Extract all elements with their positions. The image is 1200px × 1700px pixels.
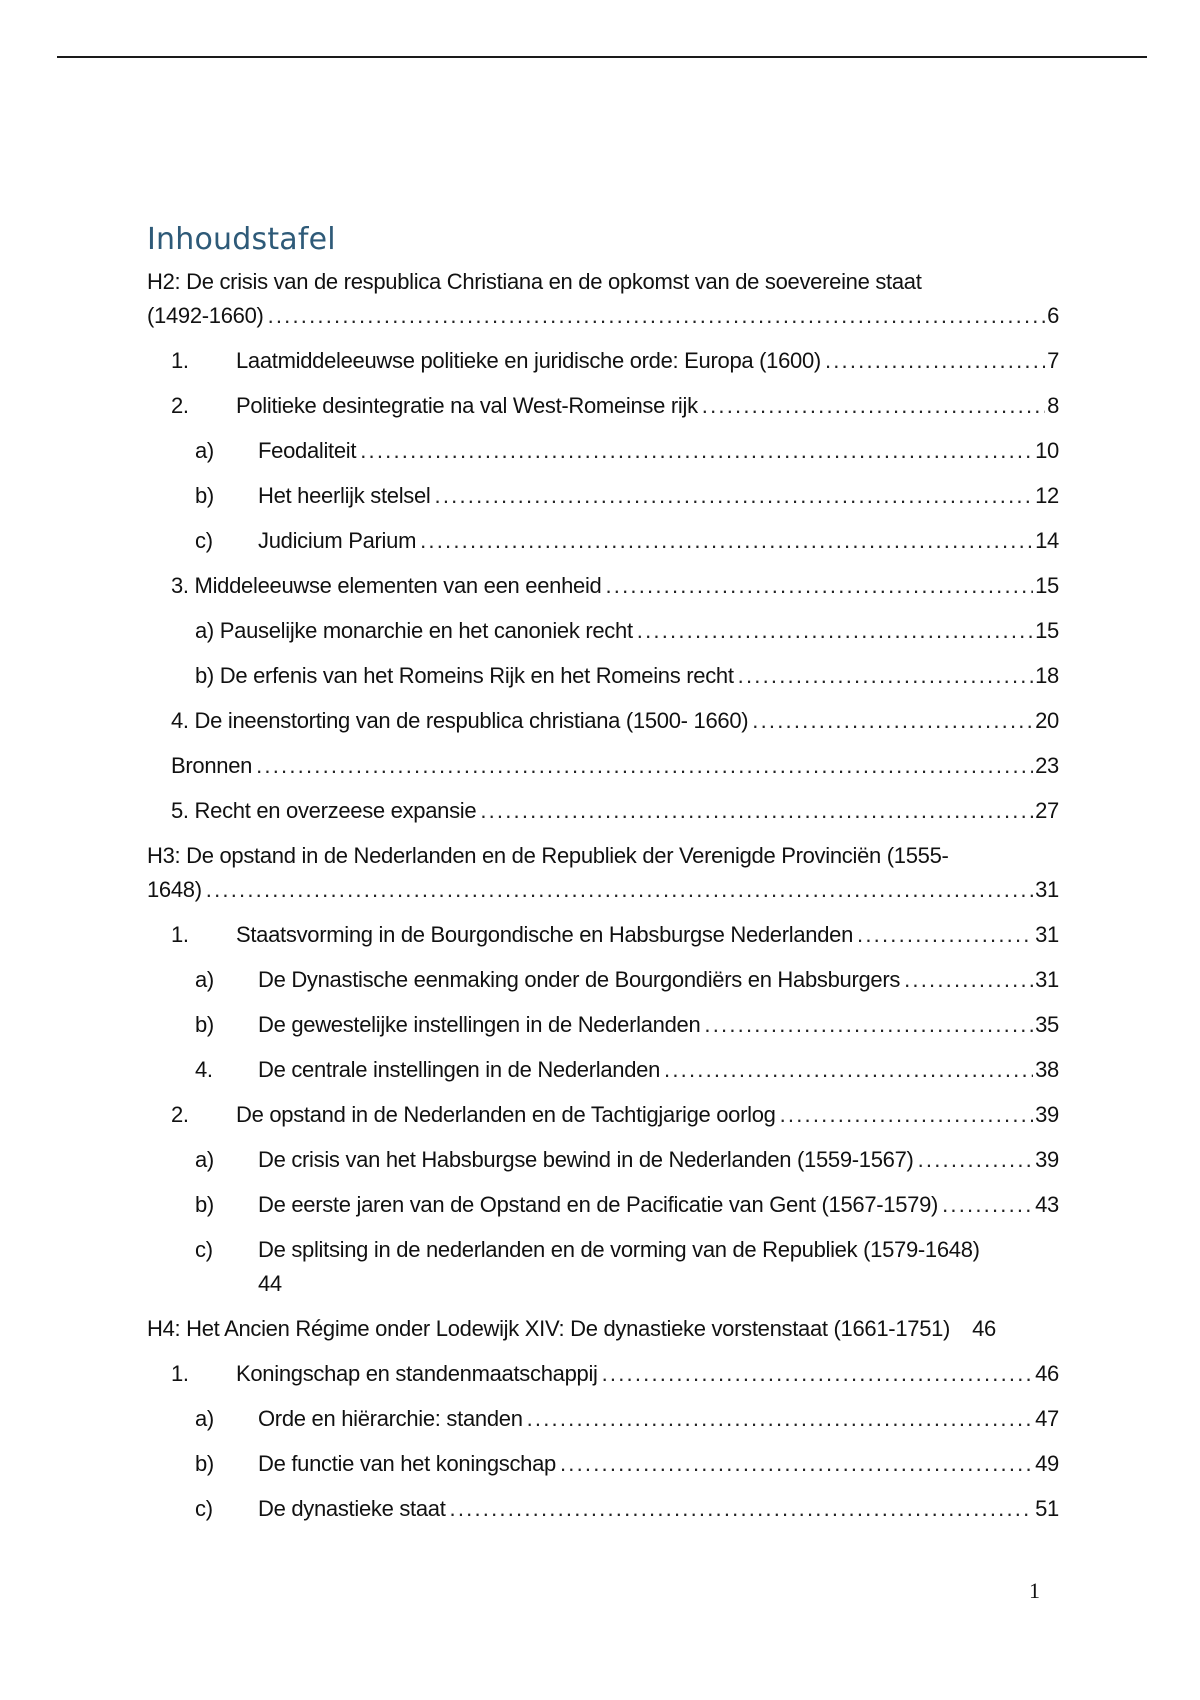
toc-entry-text: De crisis van het Habsburgse bewind in de Nederlanden (1559-1567) (258, 1147, 914, 1172)
dot-leader (480, 794, 1033, 828)
toc-entry[interactable] (147, 659, 1059, 693)
toc-entry[interactable] (147, 1233, 1059, 1301)
toc-entry-h4[interactable] (147, 1312, 1059, 1346)
toc-entry[interactable] (147, 479, 1059, 513)
toc-entry-text: H3: De opstand in de Nederlanden en de Republiek der Verenigde Provinciën (1555- (147, 843, 949, 868)
toc-entry[interactable] (147, 704, 1059, 738)
toc-entry-text: H4: Het Ancien Régime onder Lodewijk XIV: De dynastieke vorstenstaat (1661-1751) (147, 1316, 951, 1341)
toc-entry-number: 4. (195, 1057, 213, 1082)
toc-entry-number: b) (195, 1012, 214, 1037)
toc-entry-page: 23 (1035, 753, 1059, 778)
toc-entry-page: 31 (1035, 877, 1059, 902)
toc-entry-page: 38 (1035, 1057, 1059, 1082)
dot-leader (738, 659, 1033, 693)
toc-entry[interactable] (147, 749, 1059, 783)
toc-entry-page: 46 (972, 1316, 996, 1341)
toc-entry-number: a) (195, 438, 214, 463)
toc-entry-text: De opstand in de Nederlanden en de Tachtigjarige oorlog (236, 1102, 776, 1127)
toc-entry-page: 20 (1035, 708, 1059, 733)
dot-leader (450, 1492, 1034, 1526)
toc-entry-page: 14 (1035, 528, 1059, 553)
toc-entry-text: 3. Middeleeuwse elementen van een eenheid (171, 573, 602, 598)
toc-entry[interactable] (147, 524, 1059, 558)
toc-entry-text: Orde en hiërarchie: standen (258, 1406, 523, 1431)
toc-entry-number: 1. (171, 922, 189, 947)
toc-entry[interactable] (147, 614, 1059, 648)
toc-entry-text: 5. Recht en overzeese expansie (171, 798, 477, 823)
toc-title: Inhoudstafel (147, 222, 336, 257)
toc-entry-h2[interactable] (147, 265, 1059, 333)
toc-entry-page: 51 (1035, 1496, 1059, 1521)
toc-entry-text: De functie van het koningschap (258, 1451, 556, 1476)
toc-entry-page: 49 (1035, 1451, 1059, 1476)
table-of-contents (147, 265, 1059, 1537)
toc-entry-page: 39 (1035, 1102, 1059, 1127)
dot-leader (904, 963, 1033, 997)
toc-entry-number: c) (195, 1237, 213, 1262)
toc-entry-page: 15 (1035, 618, 1059, 643)
toc-entry-page: 31 (1035, 922, 1059, 947)
toc-entry-number: a) (195, 1147, 214, 1172)
toc-entry[interactable] (147, 1188, 1059, 1222)
toc-entry[interactable] (147, 1008, 1059, 1042)
toc-entry-page: 12 (1035, 483, 1059, 508)
toc-entry-number: 2. (171, 1102, 189, 1127)
toc-entry-text: 4. De ineenstorting van de respublica christiana (1500- 1660) (171, 708, 749, 733)
toc-entry[interactable] (147, 794, 1059, 828)
toc-entry-text: De gewestelijke instellingen in de Nederlanden (258, 1012, 701, 1037)
toc-entry-number: b) (195, 1451, 214, 1476)
toc-entry-page: 46 (1035, 1361, 1059, 1386)
dot-leader (702, 389, 1045, 423)
dot-leader (360, 434, 1033, 468)
toc-entry-page: 15 (1035, 573, 1059, 598)
toc-entry-page: 18 (1035, 663, 1059, 688)
dot-leader (268, 299, 1046, 333)
toc-entry-page: 47 (1035, 1406, 1059, 1431)
toc-entry-number: 1. (171, 1361, 189, 1386)
toc-entry-text: Judicium Parium (258, 528, 417, 553)
toc-entry-text: Het heerlijk stelsel (258, 483, 431, 508)
toc-entry-page: 31 (1035, 967, 1059, 992)
toc-entry-text: 1648) (147, 877, 202, 902)
dot-leader (206, 873, 1033, 907)
toc-entry[interactable] (147, 1447, 1059, 1481)
toc-entry-text: (1492-1660) (147, 303, 264, 328)
dot-leader (942, 1188, 1033, 1222)
toc-entry-page: 6 (1047, 303, 1059, 328)
toc-entry-text: Koningschap en standenmaatschappij (236, 1361, 598, 1386)
toc-entry[interactable] (147, 1143, 1059, 1177)
dot-leader (825, 344, 1045, 378)
dot-leader (780, 1098, 1034, 1132)
toc-entry-number: c) (195, 1496, 213, 1521)
toc-entry-text: a) Pauselijke monarchie en het canoniek recht (195, 618, 633, 643)
dot-leader (857, 918, 1033, 952)
toc-entry[interactable] (147, 1098, 1059, 1132)
toc-entry-text: De Dynastische eenmaking onder de Bourgondiërs en Habsburgers (258, 967, 901, 992)
toc-entry-page: 35 (1035, 1012, 1059, 1037)
toc-entry-page: 27 (1035, 798, 1059, 823)
dot-leader (664, 1053, 1033, 1087)
toc-entry[interactable] (147, 389, 1059, 423)
toc-entry-page: 10 (1035, 438, 1059, 463)
toc-entry[interactable] (147, 918, 1059, 952)
dot-leader (605, 569, 1033, 603)
dot-leader (527, 1402, 1034, 1436)
toc-entry-text: Staatsvorming in de Bourgondische en Habsburgse Nederlanden (236, 922, 854, 947)
toc-entry-text: De centrale instellingen in de Nederlanden (258, 1057, 661, 1082)
toc-entry-number: c) (195, 528, 213, 553)
dot-leader (420, 524, 1033, 558)
toc-entry-text: De dynastieke staat (258, 1496, 446, 1521)
toc-entry-text: Politieke desintegratie na val West-Romeinse rijk (236, 393, 698, 418)
toc-entry[interactable] (147, 569, 1059, 603)
dot-leader (435, 479, 1034, 513)
dot-leader (704, 1008, 1033, 1042)
toc-entry-page: 7 (1047, 348, 1059, 373)
toc-entry-number: 2. (171, 393, 189, 418)
toc-entry-text: De splitsing in de nederlanden en de vorming van de Republiek (1579-1648) (258, 1237, 980, 1262)
toc-entry-number: b) (195, 1192, 214, 1217)
toc-entry-text: H2: De crisis van de respublica Christiana en de opkomst van de soevereine staat (147, 269, 922, 294)
dot-leader (752, 704, 1033, 738)
toc-entry-h3[interactable] (147, 839, 1059, 907)
page-number: 1 (1029, 1578, 1040, 1603)
toc-entry[interactable] (147, 1357, 1059, 1391)
toc-entry-page: 44 (258, 1271, 282, 1296)
toc-entry-page: 8 (1047, 393, 1059, 418)
toc-entry[interactable] (147, 1492, 1059, 1526)
toc-entry-page: 39 (1035, 1147, 1059, 1172)
toc-entry-number: 1. (171, 348, 189, 373)
toc-entry-text: Feodaliteit (258, 438, 357, 463)
dot-leader (560, 1447, 1033, 1481)
toc-entry-text: Laatmiddeleeuwse politieke en juridische orde: Europa (1600) (236, 348, 821, 373)
toc-entry-text: b) De erfenis van het Romeins Rijk en het Romeins recht (195, 663, 734, 688)
dot-leader (256, 749, 1033, 783)
dot-leader (637, 614, 1033, 648)
toc-entry[interactable] (147, 1402, 1059, 1436)
toc-entry[interactable] (147, 434, 1059, 468)
dot-leader (918, 1143, 1034, 1177)
toc-entry[interactable] (147, 344, 1059, 378)
toc-entry[interactable] (147, 963, 1059, 997)
toc-entry-text: Bronnen (171, 753, 253, 778)
toc-entry-page: 43 (1035, 1192, 1059, 1217)
toc-entry-number: a) (195, 1406, 214, 1431)
dot-leader (602, 1357, 1034, 1391)
toc-entry[interactable] (147, 1053, 1059, 1087)
header-rule (57, 56, 1147, 58)
toc-entry-number: a) (195, 967, 214, 992)
toc-entry-number: b) (195, 483, 214, 508)
toc-entry-text: De eerste jaren van de Opstand en de Pacificatie van Gent (1567-1579) (258, 1192, 939, 1217)
